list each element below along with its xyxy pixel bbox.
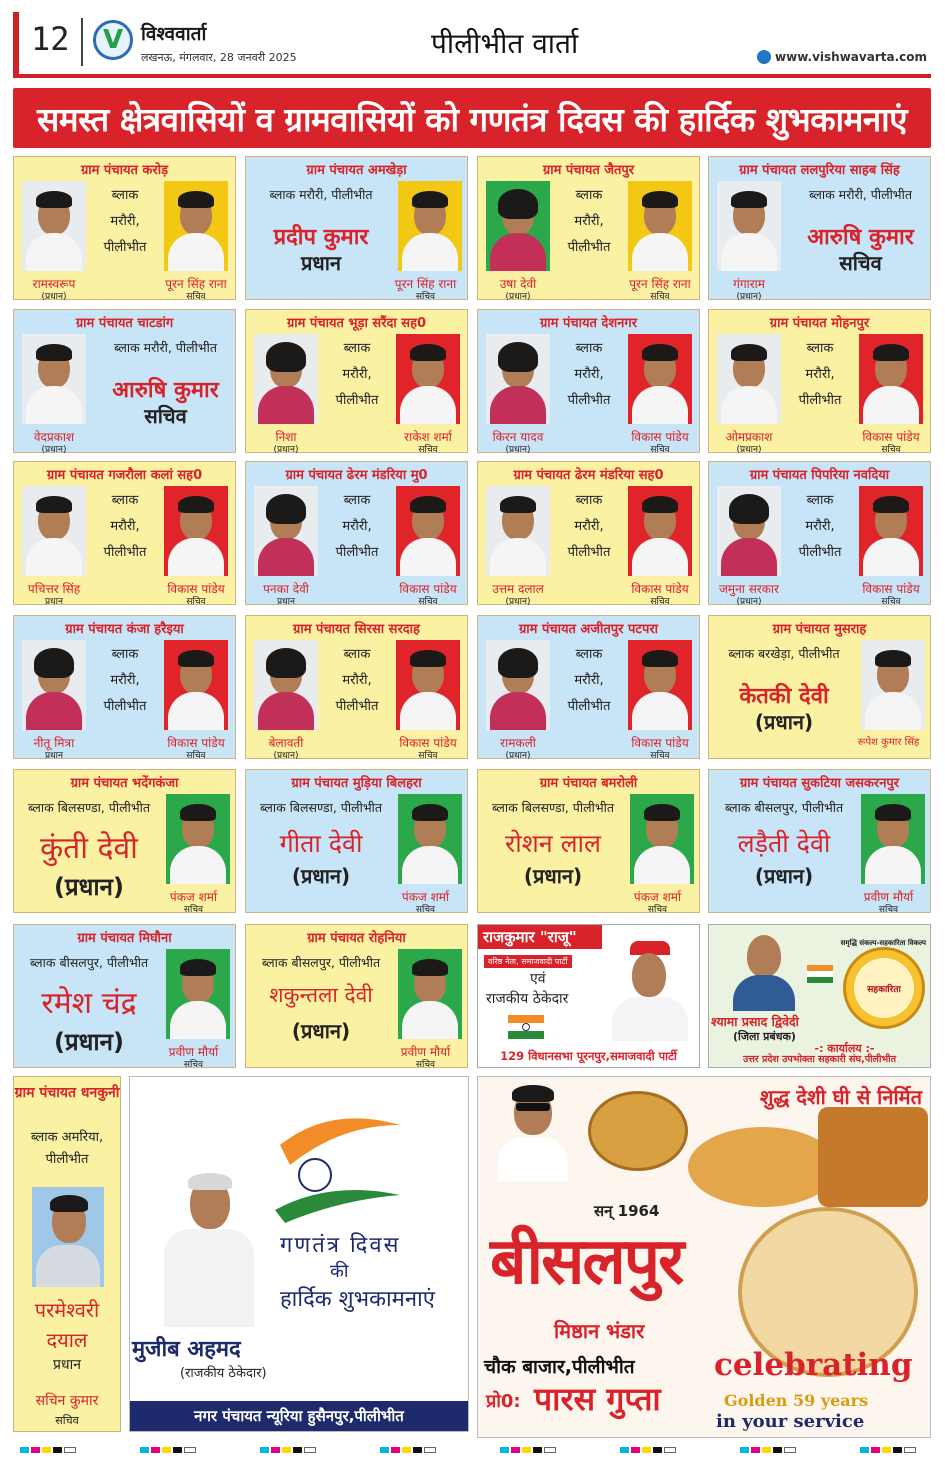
pradhan-name: केतकी देवी <box>739 684 829 709</box>
block-line: पीलीभीत <box>798 393 842 408</box>
card-title: ग्राम पंचायत करोड़ <box>80 163 169 178</box>
right-person-name: प्रवीण मौर्या <box>168 1045 219 1059</box>
left-person-photo <box>22 181 86 271</box>
block-info <box>785 336 855 414</box>
left-person-photo <box>486 486 550 576</box>
sweets-tagline: शुद्ध देशी घी से निर्मित <box>759 1085 922 1109</box>
block-line: पीलीभीत <box>567 240 611 255</box>
left-person-photo <box>486 181 550 271</box>
right-person-name: विकास पांडेय <box>631 430 689 444</box>
block-line: पीलीभीत <box>567 545 611 560</box>
left-person-role: (प्रधान) <box>736 445 762 455</box>
sweets-name: बीसलपुर <box>490 1225 683 1299</box>
left-person-name: वेदप्रकाश <box>33 430 75 444</box>
sweets-years: Golden 59 years <box>724 1391 869 1410</box>
right-person-photo <box>398 949 462 1039</box>
right-person-name: प्रवीण मौर्या <box>863 890 914 904</box>
right-person-name: विकास पांडेय <box>399 736 457 750</box>
right-person-name: विकास पांडेय <box>167 736 225 750</box>
right-person-name: पंकज शर्मा <box>169 890 218 904</box>
left-person-name: बेलावती <box>268 736 304 750</box>
block-line: पीलीभीत <box>798 545 842 560</box>
left-person-photo <box>22 334 86 424</box>
right-person-name: पंकज शर्मा <box>401 890 450 904</box>
block-line: पीलीभीत <box>103 240 147 255</box>
card-title: ग्राम पंचायत चाटडांग <box>75 316 174 331</box>
panchayat-card <box>245 461 468 605</box>
right-person-role: सचिव <box>415 1060 436 1070</box>
panchayat-card <box>245 769 468 913</box>
panchayat-card <box>13 615 236 759</box>
block-info: ब्लाक मरौरी, पीलीभीत <box>269 187 373 202</box>
dhankuni-sachiv-role: सचिव <box>55 1414 79 1427</box>
left-person-name: रामकली <box>500 736 536 750</box>
block-line: ब्लाक <box>111 188 139 203</box>
block-line: पीलीभीत <box>335 545 379 560</box>
right-person-role: सचिव <box>650 292 670 302</box>
block-info <box>90 642 160 720</box>
right-person-photo <box>396 486 460 576</box>
dhankuni-role: प्रधान <box>53 1357 81 1373</box>
coop-seal <box>843 947 925 1029</box>
right-person-role: सचिव <box>415 292 436 302</box>
ad-coop-name: श्यामा प्रसाद द्विवेदी <box>711 1014 799 1029</box>
block-line: ब्लाक <box>806 341 834 356</box>
panchayat-card <box>477 461 700 605</box>
left-person-role: (प्रधान) <box>273 445 299 455</box>
block-info <box>554 642 624 720</box>
right-person-photo <box>398 794 462 884</box>
block-info: ब्लाक बीसलपुर, पीलीभीत <box>261 955 381 970</box>
pradhan-name: लड़ैती देवी <box>737 829 831 858</box>
ad-coop-org: उत्तर प्रदेश उपभोक्ता सहकारी संघ,पीलीभीत <box>742 1054 897 1065</box>
panchayat-card <box>477 156 700 300</box>
dhankuni-title: ग्राम पंचायत धनकुनी <box>14 1085 120 1101</box>
right-person-name: विकास पांडेय <box>399 582 457 596</box>
right-person-photo <box>164 640 228 730</box>
dhankuni-sachiv: सचिन कुमार <box>35 1393 99 1409</box>
block-line: मरौरी, <box>342 519 372 534</box>
sweets-plate-3 <box>818 1107 928 1207</box>
pradhan-role: (प्रधान) <box>754 710 814 734</box>
right-person-photo <box>396 334 460 424</box>
block-line: पीलीभीत <box>335 393 379 408</box>
page-number: 12 <box>31 20 70 58</box>
block-info <box>322 488 392 566</box>
right-person-photo <box>164 181 228 271</box>
right-person-name: पूरन सिंह राना <box>394 277 457 291</box>
right-person-name: पूरन सिंह राना <box>629 277 691 291</box>
block-line: मरौरी, <box>342 367 372 382</box>
left-person-name: ओमप्रकाश <box>725 430 773 444</box>
panchayat-card <box>708 615 931 759</box>
masthead <box>13 12 931 78</box>
brand-logo: V <box>93 20 133 60</box>
right-person-photo <box>164 486 228 576</box>
card-title: ग्राम पंचायत सिरसा सरदाह <box>293 622 420 637</box>
website-url[interactable]: www.vishwavarta.com <box>775 50 927 64</box>
right-person-photo <box>628 486 692 576</box>
card-title: ग्राम पंचायत मिघौना <box>77 931 172 946</box>
panchayat-card <box>245 924 468 1068</box>
pradhan-name: रमेश चंद्र <box>41 986 137 1021</box>
sweets-service: in your service <box>716 1411 865 1432</box>
card-title: ग्राम पंचायत सुकटिया जसकरनपुर <box>739 776 900 791</box>
right-person-role: सचिव <box>881 597 901 607</box>
pradhan-role: (प्रधान) <box>754 864 814 888</box>
panchayat-card <box>477 309 700 453</box>
block-line: मरौरी, <box>574 214 604 229</box>
block-line: ब्लाक <box>806 493 834 508</box>
block-line: पीलीभीत <box>103 545 147 560</box>
block-info: ब्लाक बिलसण्डा, पीलीभीत <box>260 800 382 815</box>
mujeeb-greeting-3: हार्दिक शुभकामनाएं <box>280 1287 435 1312</box>
right-person-role: सचिव <box>878 905 899 915</box>
left-person-photo <box>254 486 318 576</box>
website[interactable] <box>757 50 927 64</box>
left-person-role: (प्रधान) <box>736 292 762 302</box>
card-title: ग्राम पंचायत कंजा हरैइया <box>65 622 184 637</box>
ad-coop-role: (जिला प्रबंधक) <box>733 1030 796 1043</box>
dhankuni-block: ब्लाक अमरिया, पीलीभीत <box>30 1130 104 1167</box>
left-person-role: (प्रधान) <box>505 445 531 455</box>
right-person-role: सचिव <box>650 597 670 607</box>
pradhan-role: (प्रधान) <box>291 864 351 888</box>
dhankuni-photo <box>32 1187 104 1287</box>
pradhan-name: गीता देवी <box>279 829 363 858</box>
block-info: ब्लाक बिलसण्डा, पीलीभीत <box>28 800 150 815</box>
block-info <box>322 336 392 414</box>
ad-raju-tag: वरिष्ठ नेता, समाजवादी पार्टी <box>484 955 572 968</box>
left-person-photo <box>717 486 781 576</box>
left-person-role: (प्रधान) <box>41 292 67 302</box>
block-info <box>785 488 855 566</box>
left-person-name: उषा देवी <box>499 277 537 291</box>
left-person-name: उत्तम दलाल <box>492 582 544 596</box>
block-line: मरौरी, <box>110 214 140 229</box>
ad-raju-header: राजकुमार "राजू" <box>478 925 602 949</box>
ad-rajkumar <box>477 924 700 1068</box>
left-person-photo <box>22 640 86 730</box>
left-person-photo <box>486 640 550 730</box>
card-title: ग्राम पंचायत अमखेड़ा <box>306 163 407 178</box>
flag-icon <box>508 1015 544 1039</box>
ad-cooperative <box>708 924 931 1068</box>
pradhan-role: सचिव <box>144 404 187 428</box>
ad-raju-and: एवं <box>530 971 546 987</box>
left-person-name: नीतू मित्रा <box>33 736 75 750</box>
right-person-photo <box>628 640 692 730</box>
left-person-role: (प्रधान) <box>273 751 299 761</box>
panchayat-card <box>13 924 236 1068</box>
color-bar <box>740 1447 796 1453</box>
ad-coop-photo <box>729 929 799 1011</box>
right-person-photo <box>398 181 462 271</box>
card-title: ग्राम पंचायत रोहनिया <box>307 931 406 946</box>
block-line: ब्लाक <box>343 341 371 356</box>
left-person-photo <box>22 486 86 576</box>
card-title: ग्राम पंचायत ढेरम मंडरिया सह0 <box>513 468 664 483</box>
panchayat-card <box>477 615 700 759</box>
color-bar <box>140 1447 196 1453</box>
mujeeb-role: (राजकीय ठेकेदार) <box>180 1366 267 1381</box>
block-line: पीलीभीत <box>567 699 611 714</box>
right-person-role: सचिव <box>186 292 206 302</box>
mujeeb-name: मुजीब अहमद <box>132 1337 241 1362</box>
greeting-banner: समस्त क्षेत्रवासियों व ग्रामवासियों को गणतंत्र दिवस की हार्दिक शुभकामनाएं <box>13 88 931 148</box>
panchayat-card <box>245 615 468 759</box>
card-title: ग्राम पंचायत मुसराह <box>772 622 867 637</box>
right-person-photo <box>630 794 694 884</box>
right-person-name: पंकज शर्मा <box>633 890 682 904</box>
left-person-role: (प्रधान) <box>505 597 531 607</box>
card-title: ग्राम पंचायत ढेरम मंडरिया मु0 <box>285 468 428 483</box>
left-person-role: (प्रधान) <box>736 597 762 607</box>
pradhan-name: शकुन्तला देवी <box>269 983 373 1007</box>
right-person-photo <box>166 794 230 884</box>
block-info: ब्लाक मरौरी, पीलीभीत <box>114 340 217 355</box>
block-info <box>322 642 392 720</box>
left-person-name: पनका देवी <box>263 582 309 596</box>
block-line: मरौरी, <box>110 673 140 688</box>
divider <box>81 18 83 66</box>
block-line: ब्लाक <box>111 493 139 508</box>
right-person-photo <box>166 949 230 1039</box>
right-person-name: विकास पांडेय <box>862 430 920 444</box>
pradhan-name: कुंती देवी <box>40 831 138 866</box>
block-info <box>90 488 160 566</box>
block-info: ब्लाक बीसलपुर, पीलीभीत <box>724 800 844 815</box>
block-line: पीलीभीत <box>103 699 147 714</box>
right-person-role: सचिव <box>650 751 670 761</box>
ashoka-chakra-icon <box>299 1159 331 1191</box>
ad-raju-footer: 129 विधानसभा पूरनपुर,समाजवादी पार्टी <box>500 1049 677 1063</box>
left-person-role: प्रधान <box>277 597 295 607</box>
mujeeb-greeting-1: गणतंत्र दिवस <box>280 1233 401 1258</box>
card-title: ग्राम पंचायत पिपरिया नवदिया <box>749 468 890 483</box>
block-line: मरौरी, <box>574 673 604 688</box>
card-title: ग्राम पंचायत बमरोली <box>539 776 638 791</box>
right-person-role: सचिव <box>418 597 438 607</box>
panchayat-card <box>708 461 931 605</box>
right-person-role: सचिव <box>650 445 670 455</box>
right-person-photo <box>861 794 925 884</box>
sweets-owner: पारस गुप्ता <box>534 1380 661 1418</box>
ad-coop-tagline: समृद्धि संकल्प-सहकारिता विकल्प <box>840 939 926 947</box>
color-bar <box>620 1447 676 1453</box>
left-person-role: (प्रधान) <box>41 445 67 455</box>
block-info <box>554 336 624 414</box>
color-bar <box>20 1447 76 1453</box>
right-person-role: सचिव <box>881 445 901 455</box>
section-title: पीलीभीत वार्ता <box>431 27 579 60</box>
right-person-photo <box>628 181 692 271</box>
left-person-role: प्रधान <box>45 597 63 607</box>
ad-mujeeb <box>129 1076 469 1432</box>
panchayat-card <box>477 769 700 913</box>
right-person-role: सचिव <box>183 1060 204 1070</box>
ad-sweets <box>477 1076 931 1438</box>
sweets-since: सन् 1964 <box>594 1202 660 1220</box>
left-person-role: (प्रधान) <box>505 292 531 302</box>
ad-dhankuni <box>13 1076 121 1432</box>
right-person-name: राकेश शर्मा <box>404 430 452 444</box>
right-person-role: सचिव <box>186 597 206 607</box>
sweets-plate-1 <box>588 1091 688 1171</box>
card-title: ग्राम पंचायत जैतपुर <box>542 163 635 178</box>
block-info <box>554 488 624 566</box>
right-person-role: सचिव <box>186 751 206 761</box>
pradhan-role: सचिव <box>839 251 882 275</box>
color-bar <box>860 1447 916 1453</box>
right-person-name: प्रवीण मौर्या <box>400 1045 451 1059</box>
panchayat-card <box>708 769 931 913</box>
left-person-photo <box>254 334 318 424</box>
block-line: मरौरी, <box>110 519 140 534</box>
color-bar <box>260 1447 316 1453</box>
block-line: पीलीभीत <box>567 393 611 408</box>
block-info <box>554 183 624 261</box>
pradhan-name: प्रदीप कुमार <box>273 225 369 250</box>
ad-raju-role: राजकीय ठेकेदार <box>486 991 569 1007</box>
block-line: मरौरी, <box>805 367 835 382</box>
sweets-sub: मिष्ठान भंडार <box>554 1319 645 1343</box>
dateline: लखनऊ, मंगलवार, 28 जनवरी 2025 <box>141 51 297 64</box>
block-line: ब्लाक <box>343 493 371 508</box>
card-title: ग्राम पंचायत भूड़ा सरैंदा सह0 <box>286 316 427 331</box>
card-title: ग्राम पंचायत गजरौला कलां सह0 <box>46 468 203 483</box>
panchayat-card <box>245 156 468 300</box>
right-person-name: विकास पांडेय <box>862 582 920 596</box>
panchayat-card <box>13 769 236 913</box>
left-person-name: जमुना सरकार <box>719 582 779 596</box>
right-person-name: विकास पांडेय <box>167 582 225 596</box>
globe-icon <box>757 50 771 64</box>
right-person-role: सचिव <box>183 905 204 915</box>
pradhan-name: रोशन लाल <box>505 829 601 858</box>
block-info: ब्लाक बीसलपुर, पीलीभीत <box>29 955 149 970</box>
block-line: मरौरी, <box>805 519 835 534</box>
pradhan-role: (प्रधान) <box>291 1019 351 1043</box>
block-info: ब्लाक बरखेड़ा, पीलीभीत <box>728 646 840 661</box>
card-title: ग्राम पंचायत अजीतपुर पटपरा <box>518 622 659 637</box>
block-line: ब्लाक <box>575 647 603 662</box>
sunglasses-icon <box>516 1103 550 1111</box>
left-person-photo <box>254 640 318 730</box>
block-line: ब्लाक <box>575 341 603 356</box>
right-person-photo <box>859 334 923 424</box>
right-person-role: सचिव <box>647 905 668 915</box>
block-line: मरौरी, <box>342 673 372 688</box>
left-person-name: गंगाराम <box>733 277 765 291</box>
right-person-role: सचिव <box>415 905 436 915</box>
pradhan-role: प्रधान <box>301 251 341 275</box>
flag-icon <box>807 965 833 983</box>
right-person-role: सचिव <box>418 751 438 761</box>
right-person-photo <box>628 334 692 424</box>
dhankuni-name: परमेश्वरी दयाल <box>34 1298 100 1352</box>
seal-label: सहकारिता <box>854 958 914 1018</box>
pradhan-role: (प्रधान) <box>54 873 124 901</box>
sweets-plate-2 <box>688 1127 838 1207</box>
sweets-celebrating: celebrating <box>714 1347 913 1383</box>
pradhan-name: आरुषि कुमार <box>112 378 219 403</box>
block-info: ब्लाक मरौरी, पीलीभीत <box>809 187 912 202</box>
right-person-name: विकास पांडेय <box>631 736 689 750</box>
right-person-name: रूपेश कुमार सिंह <box>857 737 920 748</box>
block-line: ब्लाक <box>343 647 371 662</box>
left-person-name: पचित्तर सिंह <box>27 582 81 596</box>
card-title: ग्राम पंचायत भदेंगकंजा <box>70 776 179 791</box>
block-line: ब्लाक <box>575 188 603 203</box>
brand-name: विश्ववार्ता <box>141 23 207 45</box>
left-person-name: निशा <box>275 430 297 444</box>
left-person-role: प्रधान <box>45 751 63 761</box>
block-line: ब्लाक <box>111 647 139 662</box>
tricolor-swoosh <box>260 1105 410 1225</box>
right-person-name: पूरन सिंह राना <box>165 277 227 291</box>
right-person-role: सचिव <box>418 445 438 455</box>
panchayat-card <box>13 309 236 453</box>
sweets-address: चौक बाजार,पीलीभीत <box>484 1356 635 1378</box>
panchayat-card <box>708 156 931 300</box>
left-person-name: किरन यादव <box>492 430 544 444</box>
block-info <box>90 183 160 261</box>
panchayat-card <box>13 461 236 605</box>
block-line: मरौरी, <box>574 367 604 382</box>
card-title: ग्राम पंचायत मोहनपुर <box>769 316 870 331</box>
block-line: ब्लाक <box>575 493 603 508</box>
pradhan-role: (प्रधान) <box>54 1028 124 1056</box>
left-person-role: (प्रधान) <box>505 751 531 761</box>
left-person-photo <box>717 334 781 424</box>
pradhan-role: (प्रधान) <box>523 864 583 888</box>
panchayat-card <box>13 156 236 300</box>
mujeeb-greeting-2: की <box>330 1261 349 1282</box>
left-person-photo <box>486 334 550 424</box>
sweets-owner-prefix: प्रो0: <box>486 1391 521 1412</box>
card-title: ग्राम पंचायत देशनगर <box>539 316 638 331</box>
block-line: मरौरी, <box>574 519 604 534</box>
mujeeb-footer: नगर पंचायत न्यूरिया हुसैनपुर,पीलीभीत <box>130 1401 468 1431</box>
panchayat-card <box>708 309 931 453</box>
right-person-photo <box>861 640 925 730</box>
right-person-photo <box>859 486 923 576</box>
right-person-name: विकास पांडेय <box>631 582 689 596</box>
ad-sweets-photo <box>498 1081 568 1181</box>
right-person-photo <box>396 640 460 730</box>
card-title: ग्राम पंचायत मुड़िया बिलहरा <box>291 776 422 791</box>
ad-coop-office: -: कार्यालय :- <box>814 1042 875 1055</box>
ad-raju-photo <box>602 941 694 1041</box>
color-bar <box>500 1447 556 1453</box>
card-title: ग्राम पंचायत ललपुरिया साहब सिंह <box>739 163 900 178</box>
ad-mujeeb-photo <box>164 1167 254 1327</box>
left-person-name: रामस्वरूप <box>32 277 76 291</box>
block-info: ब्लाक बिलसण्डा, पीलीभीत <box>492 800 614 815</box>
left-person-photo <box>717 181 781 271</box>
panchayat-card <box>245 309 468 453</box>
color-bar <box>380 1447 436 1453</box>
block-line: पीलीभीत <box>335 699 379 714</box>
pradhan-name: आरुषि कुमार <box>807 225 914 250</box>
